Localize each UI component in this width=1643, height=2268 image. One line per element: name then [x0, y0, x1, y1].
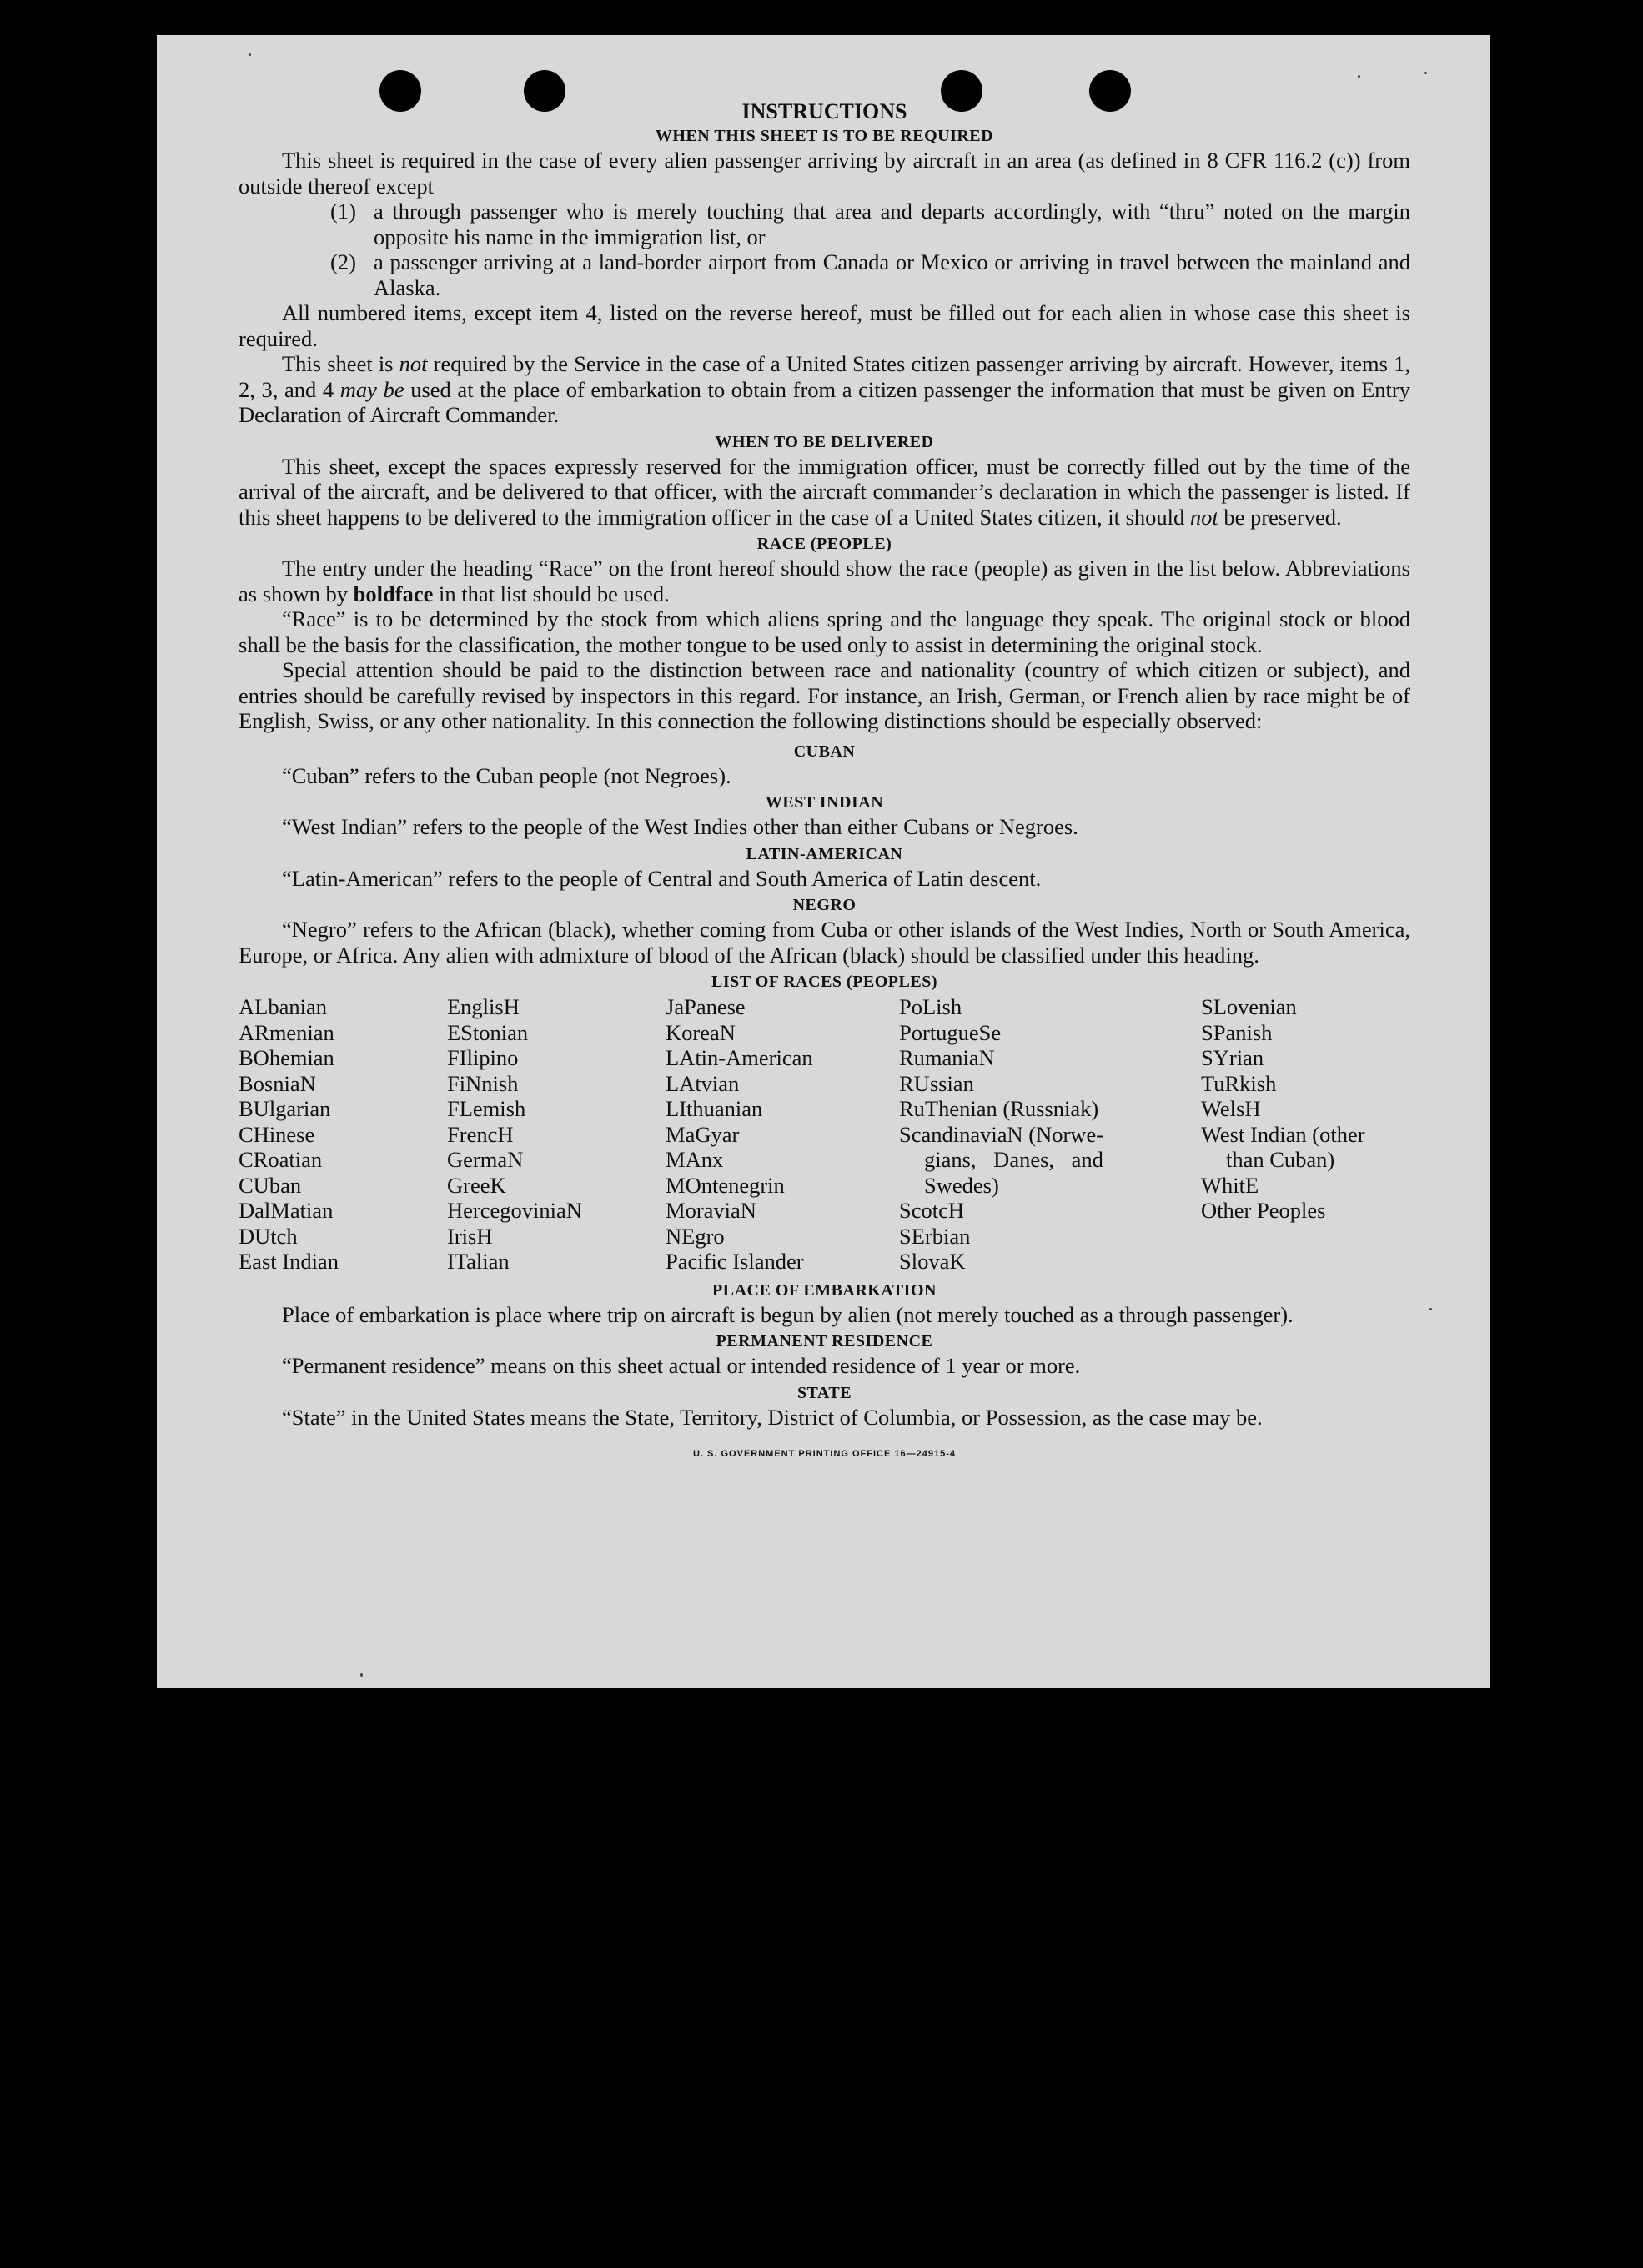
race-entry: IrisH	[447, 1223, 493, 1249]
section-heading-races-list: LIST OF RACES (PEOPLES)	[711, 973, 937, 991]
instructions-content	[239, 98, 1410, 1467]
races-list	[239, 994, 1410, 1275]
race-entry: ScandinaviaN (Norwe-	[899, 1121, 1104, 1147]
races-column	[1201, 994, 1410, 1275]
race-entry: WhitE	[1201, 1172, 1259, 1198]
paragraph: This sheet is required in the case of every alien passenger arriving by aircraft in an area (as defined in 8 CFR 116.2 (c)) from outside thereof except	[239, 148, 1410, 199]
section-heading-cuban: CUBAN	[793, 742, 856, 761]
paragraph: This sheet is not required by the Service in the case of a United States citizen passenger arriving by aircraft. However, items 1, 2, 3, and 4 may be used at the place of embarkation to obtain from a citizen passenger the information that must be given on Entry Declaration of Aircraft Commander.	[239, 351, 1410, 427]
printing-office-footer: U. S. GOVERNMENT PRINTING OFFICE 16—24915-4	[692, 1449, 956, 1459]
section-heading-race: RACE (PEOPLE)	[756, 535, 892, 553]
race-entry: RUssian	[899, 1070, 974, 1096]
section-heading-residence: PERMANENT RESIDENCE	[716, 1332, 933, 1350]
race-entry: East Indian	[239, 1249, 339, 1274]
race-entry: Swedes)	[924, 1172, 999, 1198]
page-title: INSTRUCTIONS	[741, 99, 907, 123]
race-entry: KoreaN	[666, 1019, 736, 1045]
paragraph: “Cuban” refers to the Cuban people (not Negroes).	[282, 762, 731, 788]
speck	[1424, 72, 1427, 74]
race-entry: EStonian	[447, 1019, 529, 1045]
race-entry: LAtin-American	[666, 1045, 813, 1070]
exception-number: (1)	[330, 199, 356, 224]
race-entry: MaGyar	[666, 1121, 740, 1147]
race-entry: CUban	[239, 1172, 302, 1198]
race-entry: FIlipino	[447, 1045, 519, 1070]
race-entry: SlovaK	[899, 1249, 966, 1274]
race-entry: NEgro	[666, 1223, 725, 1249]
race-entry: than Cuban)	[1226, 1147, 1335, 1172]
race-entry: DUtch	[239, 1223, 298, 1249]
race-entry: SErbian	[899, 1223, 971, 1249]
section-heading-west-indian: WEST INDIAN	[765, 793, 884, 812]
race-entry: ScotcH	[899, 1198, 965, 1223]
race-entry: HercegoviniaN	[447, 1198, 582, 1223]
race-entry: WelsH	[1201, 1096, 1261, 1121]
race-entry: RumaniaN	[899, 1045, 995, 1070]
race-entry: GreeK	[447, 1172, 506, 1198]
document-sheet	[157, 35, 1490, 1688]
section-heading-when-required: WHEN THIS SHEET IS TO BE REQUIRED	[655, 127, 994, 145]
races-column	[666, 994, 899, 1275]
race-entry: Other Peoples	[1201, 1198, 1326, 1223]
race-entry: Pacific Islander	[666, 1249, 804, 1274]
section-heading-when-delivered: WHEN TO BE DELIVERED	[715, 432, 934, 451]
race-entry: BOhemian	[239, 1045, 334, 1070]
race-entry: MAnx	[666, 1147, 724, 1172]
race-entry: DalMatian	[239, 1198, 334, 1223]
race-entry: FLemish	[447, 1096, 526, 1121]
paragraph: Special attention should be paid to the distinction between race and nationality (country of which citizen or subject), and entries should be carefully revised by inspectors in this regard. For instance, an Irish, German, or French alien by race might be of English, Swiss, or any other nationality. In this connection the following distinctions should be especially observed:	[239, 657, 1410, 733]
races-column	[447, 994, 666, 1275]
race-entry: FrencH	[447, 1121, 514, 1147]
race-entry: PortugueSe	[899, 1019, 1002, 1045]
speck	[249, 53, 251, 56]
speck	[1358, 75, 1360, 78]
paragraph: “Permanent residence” means on this sheet actual or intended residence of 1 year or more.	[282, 1353, 1081, 1378]
section-heading-negro: NEGRO	[792, 896, 857, 914]
section-heading-state: STATE	[796, 1383, 852, 1402]
race-entry: ARmenian	[239, 1019, 334, 1045]
race-entry: SLovenian	[1201, 994, 1297, 1019]
races-column	[239, 994, 447, 1275]
section-heading-embarkation: PLACE OF EMBARKATION	[712, 1280, 937, 1300]
paragraph: “Race” is to be determined by the stock from which aliens spring and the language they speak. The original stock or blood shall be the basis for the classification, the mother tongue to be used only to assist in determining the original stock.	[239, 606, 1410, 657]
race-entry: BosniaN	[239, 1070, 316, 1096]
race-entry: BUlgarian	[239, 1096, 331, 1121]
races-column	[899, 994, 1146, 1275]
race-entry: West Indian (other	[1201, 1121, 1365, 1147]
race-entry: SYrian	[1201, 1045, 1264, 1070]
exception-number: (2)	[330, 249, 356, 274]
paragraph: The entry under the heading “Race” on the front hereof should show the race (people) as given in the list below. Abbreviations as shown by boldface in that list should be used.	[239, 556, 1410, 606]
paragraph: “Latin-American” refers to the people of Central and South America of Latin descent.	[282, 865, 1042, 891]
exception-text: a passenger arriving at a land-border airport from Canada or Mexico or arriving in travel between the mainland and Alaska.	[374, 249, 1410, 300]
section-heading-latin-american: LATIN-AMERICAN	[746, 844, 903, 863]
race-entry: EnglisH	[447, 994, 520, 1019]
race-entry: TuRkish	[1201, 1070, 1277, 1096]
race-entry: CHinese	[239, 1121, 315, 1147]
race-entry: LIthuanian	[666, 1096, 763, 1121]
paragraph: This sheet, except the spaces expressly reserved for the immigration officer, must be correctly filled out by the time of the arrival of the aircraft, and be delivered to that officer, with the aircraft commander’s declaration in which the passenger is listed. If this sheet happens to be delivered to the immigration officer in the case of a United States citizen, it should not be preserved.	[239, 453, 1410, 530]
paragraph: Place of embarkation is place where trip on aircraft is begun by alien (not merely touched as a through passenger).	[282, 1301, 1294, 1327]
paragraph: All numbered items, except item 4, listed on the reverse hereof, must be filled out for each alien in whose case this sheet is required.	[239, 300, 1410, 351]
race-entry: ALbanian	[239, 994, 327, 1019]
exception-item	[330, 249, 1410, 300]
race-entry: PoLish	[899, 994, 962, 1019]
speck	[360, 1673, 363, 1677]
race-entry: CRoatian	[239, 1147, 323, 1172]
race-entry: JaPanese	[666, 994, 746, 1019]
race-entry: MOntenegrin	[666, 1172, 785, 1198]
exception-text: a through passenger who is merely touching that area and departs accordingly, with “thru” noted on the margin opposite his name in the immigration list, or	[374, 199, 1410, 249]
race-entry: ITalian	[447, 1249, 510, 1274]
exception-item	[330, 199, 1410, 249]
paragraph: “State” in the United States means the State, Territory, District of Columbia, or Possession, as the case may be.	[282, 1404, 1263, 1430]
race-entry: GermaN	[447, 1147, 524, 1172]
speck	[1429, 1308, 1432, 1310]
race-entry: MoraviaN	[666, 1198, 756, 1223]
race-entry: LAtvian	[666, 1070, 740, 1096]
race-entry: FiNnish	[447, 1070, 519, 1096]
paragraph: “Negro” refers to the African (black), whether coming from Cuba or other islands of the West Indies, North or South America, Europe, or Africa. Any alien with admixture of blood of the African (black) should be classified under this heading.	[239, 917, 1410, 968]
race-entry: SPanish	[1201, 1019, 1273, 1045]
race-entry: gians, Danes, and	[924, 1147, 1103, 1172]
paragraph: “West Indian” refers to the people of the West Indies other than either Cubans or Negroes.	[282, 814, 1078, 839]
race-entry: RuThenian (Russniak)	[899, 1096, 1099, 1121]
